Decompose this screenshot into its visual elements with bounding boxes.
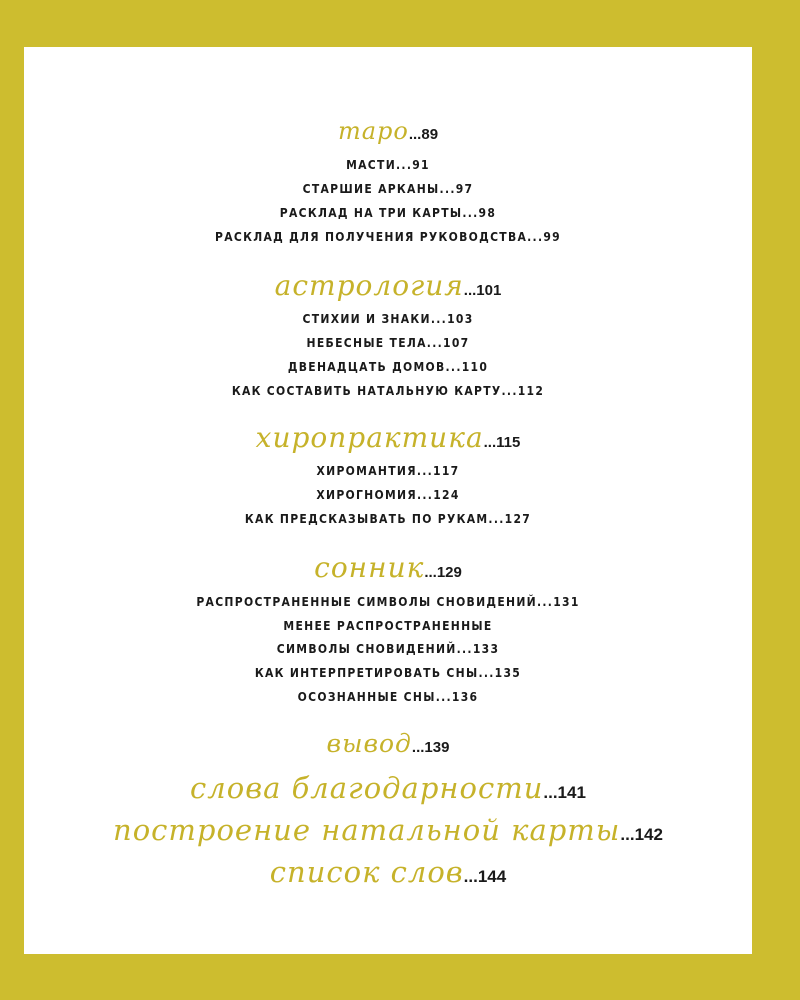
toc-entry-acknowledgements[interactable] — [24, 771, 752, 805]
toc-item[interactable]: РАСПРОСТРАНЕННЫЕ СИМВОЛЫ СНОВИДЕНИЙ...131 — [196, 595, 580, 609]
toc-entry-page: ...141 — [543, 783, 586, 802]
toc-entry-conclusion[interactable] — [24, 729, 752, 758]
toc-heading-chiropractic[interactable] — [24, 421, 752, 454]
toc-heading-astrology[interactable] — [24, 269, 752, 302]
toc-heading-page: ...101 — [463, 282, 502, 299]
toc-heading-page: ...115 — [483, 434, 521, 451]
toc-item[interactable]: СИМВОЛЫ СНОВИДЕНИЙ...133 — [276, 642, 500, 656]
toc-entry-page: ...142 — [620, 825, 663, 844]
toc-heading-title: астрология — [274, 269, 464, 302]
toc-item[interactable]: КАК ИНТЕРПРЕТИРОВАТЬ СНЫ...135 — [254, 666, 522, 680]
toc-heading-page: ...89 — [408, 126, 439, 143]
toc-entry-title: вывод — [326, 729, 412, 758]
toc-item[interactable]: СТИХИИ И ЗНАКИ...103 — [302, 312, 474, 326]
toc-entry-page: ...139 — [411, 739, 450, 756]
toc-heading-title: хиропрактика — [255, 421, 484, 454]
toc-item[interactable]: КАК ПРЕДСКАЗЫВАТЬ ПО РУКАМ...127 — [244, 512, 532, 526]
toc-heading-page: ...129 — [424, 564, 462, 581]
toc-item[interactable]: ХИРОГНОМИЯ...124 — [316, 488, 460, 502]
toc-heading-taro[interactable] — [24, 117, 752, 145]
toc-item[interactable]: НЕБЕСНЫЕ ТЕЛА...107 — [306, 336, 470, 350]
toc-item[interactable]: СТАРШИЕ АРКАНЫ...97 — [302, 182, 474, 196]
toc-item[interactable]: РАСКЛАД ДЛЯ ПОЛУЧЕНИЯ РУКОВОДСТВА...99 — [215, 230, 561, 244]
toc-item[interactable]: ХИРОМАНТИЯ...117 — [316, 464, 460, 478]
toc-entry-page: ...144 — [463, 867, 507, 886]
toc-entry-title: список слов — [269, 855, 464, 889]
toc-entry-title: слова благодарности — [190, 771, 544, 805]
toc-item[interactable]: МЕНЕЕ РАСПРОСТРАНЕННЫЕ — [283, 619, 493, 633]
content-page — [24, 47, 752, 954]
toc-item[interactable]: ОСОЗНАННЫЕ СНЫ...136 — [297, 690, 479, 704]
toc-item[interactable]: КАК СОСТАВИТЬ НАТАЛЬНУЮ КАРТУ...112 — [231, 384, 545, 398]
toc-item[interactable]: ДВЕНАДЦАТЬ ДОМОВ...110 — [287, 360, 489, 374]
toc-heading-dreambook[interactable] — [24, 551, 752, 584]
toc-heading-title: таро — [337, 117, 409, 145]
toc-entry-natal-chart[interactable] — [24, 813, 752, 847]
toc-entry-glossary[interactable] — [24, 855, 752, 889]
toc-item[interactable]: РАСКЛАД НА ТРИ КАРТЫ...98 — [279, 206, 497, 220]
toc-entry-title: построение натальной карты — [113, 813, 621, 847]
toc-heading-title: сонник — [314, 551, 425, 584]
toc-item[interactable]: МАСТИ...91 — [346, 158, 430, 172]
